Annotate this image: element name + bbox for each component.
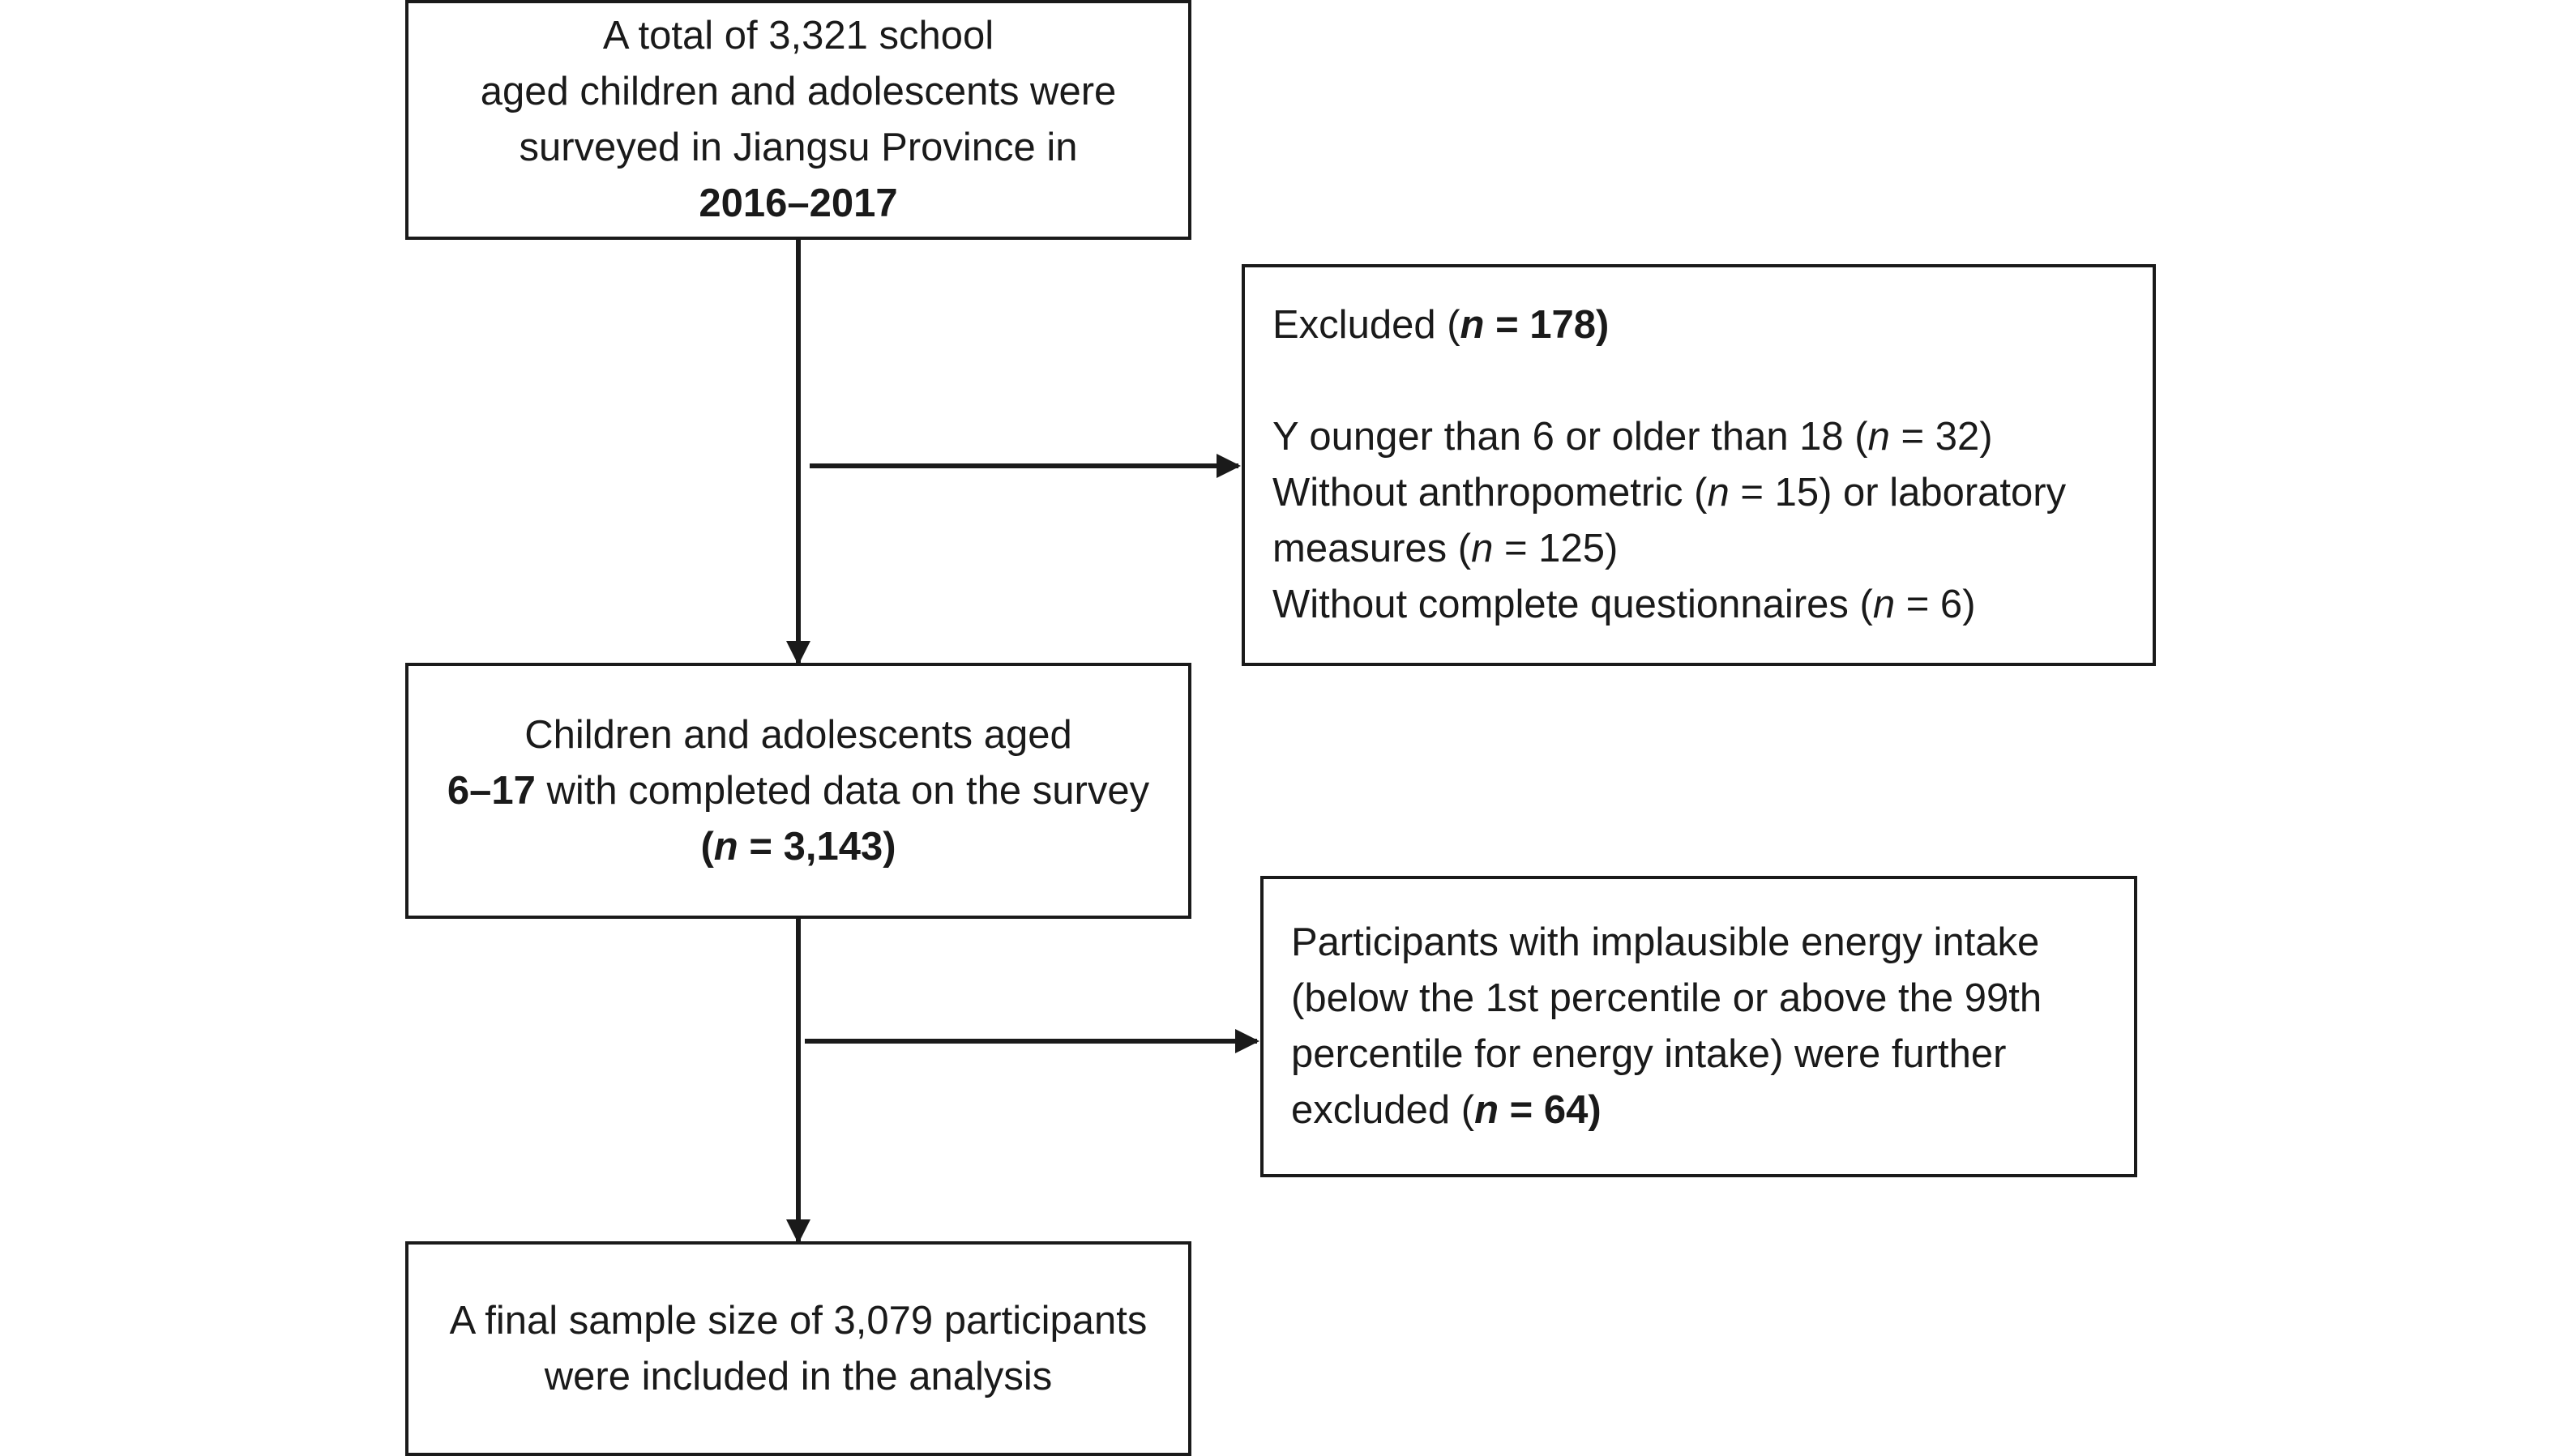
- n-symbol: n: [1474, 1088, 1499, 1132]
- survey-years: 2016–2017: [699, 181, 898, 225]
- n-symbol: n: [1867, 415, 1890, 459]
- excluded-item: [1272, 409, 2153, 465]
- excluded-item-count: = 15) or laboratory: [1729, 471, 2067, 515]
- completed-line-rest: with completed data on the survey: [535, 768, 1150, 813]
- excluded-count: = 178): [1484, 303, 1610, 347]
- energy-last-text: excluded (: [1291, 1088, 1475, 1132]
- excluded-item-count: = 6): [1895, 583, 1976, 626]
- n-symbol: n: [1460, 303, 1485, 347]
- final-line: A final sample size of 3,079 participants: [449, 1298, 1148, 1343]
- final-line: were included in the analysis: [544, 1354, 1053, 1398]
- completed-line: [447, 763, 1149, 819]
- survey-text: [481, 8, 1117, 232]
- energy-line: [1291, 1082, 2134, 1138]
- excluded-item-text: Without anthropometric (: [1272, 471, 1708, 515]
- energy-exclusion-box: [1260, 876, 2137, 1177]
- excluded-item: [1272, 521, 2153, 577]
- excluded-item: [1272, 577, 2153, 633]
- survey-line: A total of 3,321 school: [602, 14, 994, 58]
- excluded-text: [1272, 297, 2153, 633]
- n-symbol: n: [1872, 583, 1896, 626]
- completed-box: [405, 663, 1191, 919]
- paren: (: [700, 824, 714, 869]
- energy-line: Participants with implausible energy intake: [1291, 920, 2040, 964]
- excluded-label: Excluded (: [1272, 303, 1460, 347]
- energy-line: percentile for energy intake) were further: [1291, 1032, 2007, 1076]
- excluded-item-count: = 125): [1493, 527, 1619, 570]
- n-symbol: n: [713, 824, 738, 869]
- excluded-item: [1272, 465, 2153, 521]
- age-range: 6–17: [447, 768, 536, 813]
- excluded-item-count: = 32): [1889, 415, 1993, 459]
- excluded-item-text: measures (: [1272, 527, 1472, 570]
- excluded-header: [1272, 297, 2153, 353]
- survey-line: surveyed in Jiangsu Province in: [519, 126, 1078, 169]
- excluded-item-text: Without complete questionnaires (: [1272, 583, 1873, 626]
- count-value: = 3,143): [738, 824, 896, 869]
- energy-exclusion-text: [1291, 915, 2134, 1138]
- survey-box: [405, 0, 1191, 240]
- completed-line: Children and adolescents aged: [524, 712, 1072, 757]
- excluded-box: [1242, 264, 2156, 666]
- final-box: [405, 1241, 1191, 1456]
- completed-count: [447, 819, 1149, 875]
- spacer: [1272, 353, 2153, 409]
- survey-line: aged children and adolescents were: [480, 70, 1117, 113]
- n-symbol: n: [1471, 527, 1494, 570]
- energy-count: = 64): [1499, 1088, 1602, 1132]
- n-symbol: n: [1707, 471, 1730, 515]
- energy-line: (below the 1st percentile or above the 99th: [1291, 976, 2042, 1020]
- final-text: [450, 1293, 1148, 1405]
- completed-text: [447, 707, 1149, 875]
- excluded-item-text: Y ounger than 6 or older than 18 (: [1272, 415, 1868, 459]
